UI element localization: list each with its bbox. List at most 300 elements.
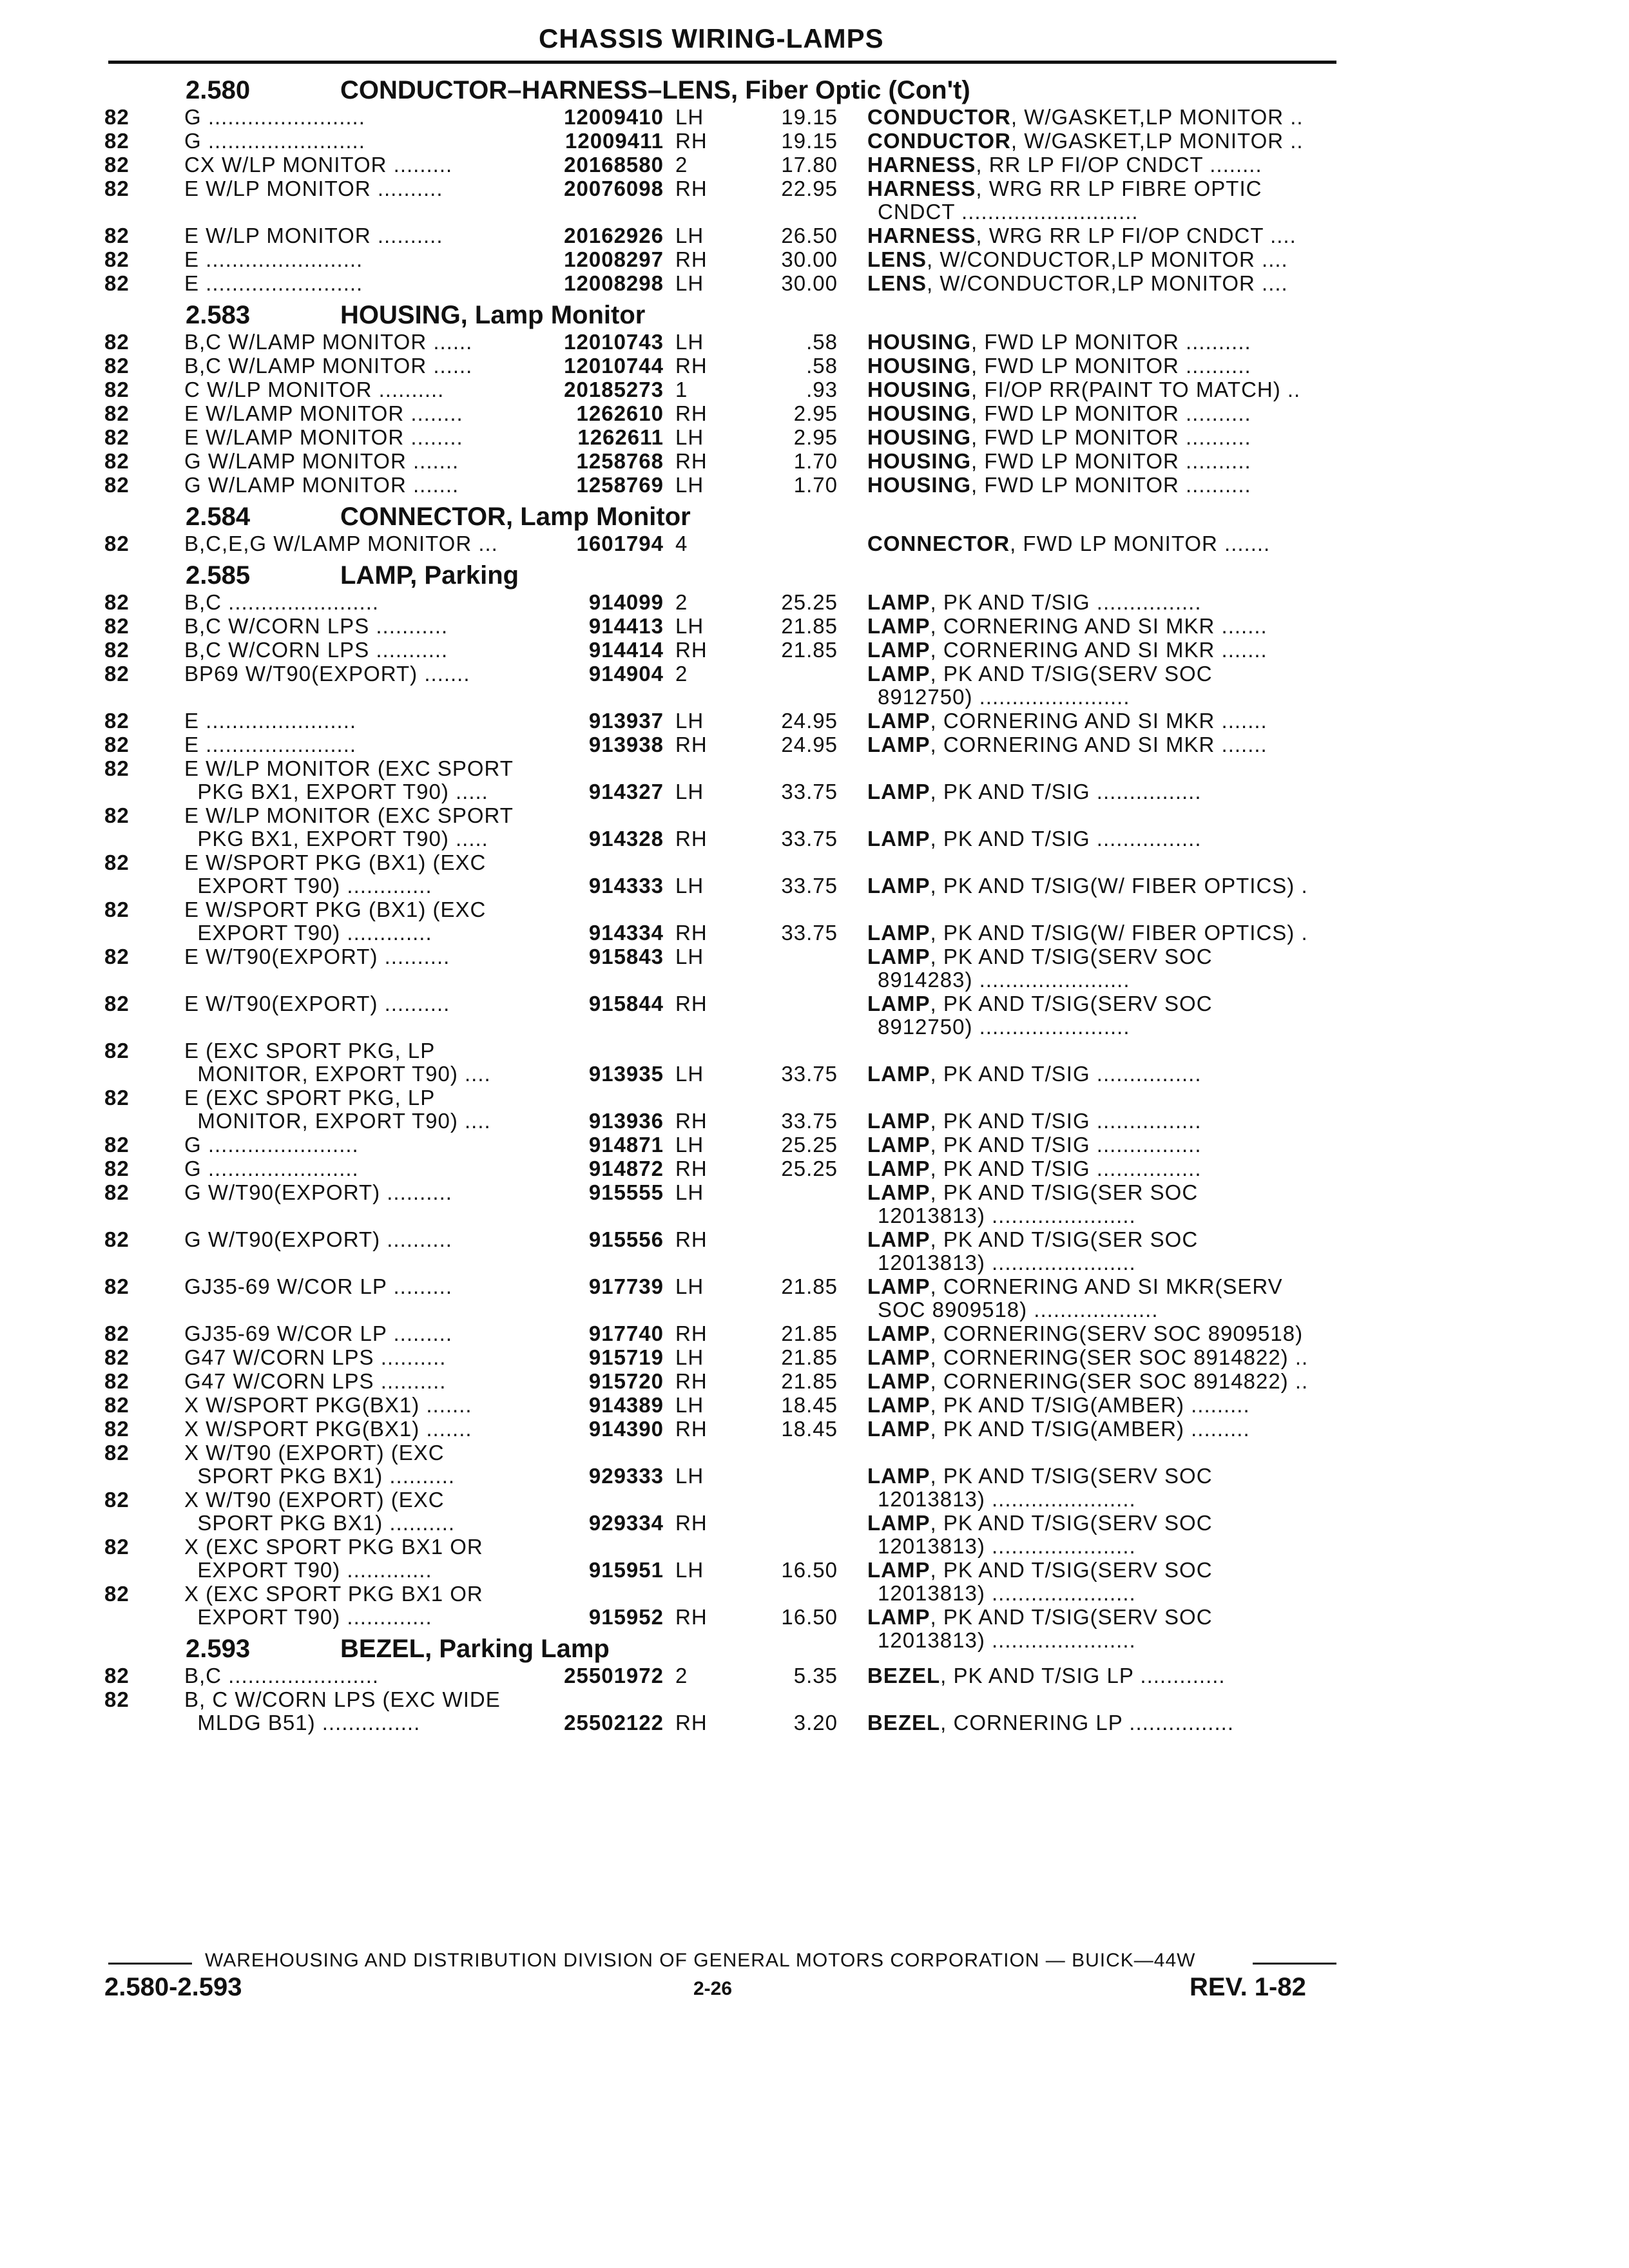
footer-revision: REV. 1-82 — [1190, 1973, 1306, 2001]
parts-row — [0, 945, 1629, 992]
part-name-keyword: BEZEL — [867, 1664, 941, 1687]
part-name-keyword: LAMP — [867, 1274, 930, 1298]
application-description: PKG BX1, EXPORT T90) ..... — [184, 827, 488, 850]
model-year: 82 — [104, 945, 130, 968]
quantity: RH — [675, 921, 708, 945]
part-name-continuation: 12013813) ...................... — [878, 1204, 1136, 1227]
part-name-detail: , PK AND T/SIG(SERV SOC — [930, 1605, 1213, 1629]
quantity: RH — [675, 129, 708, 153]
footer-division-text: WAREHOUSING AND DISTRIBUTION DIVISION OF GENERAL MOTORS CORPORATION — BUICK—44W — [205, 1950, 1196, 1971]
part-name — [867, 1110, 1338, 1133]
quantity: RH — [675, 1511, 708, 1535]
parts-row — [0, 1157, 1629, 1181]
part-name-keyword: LENS — [867, 247, 927, 271]
part-name-detail: , PK AND T/SIG LP ............. — [940, 1664, 1226, 1687]
parts-row — [0, 1394, 1629, 1418]
parts-row — [0, 106, 1629, 130]
application-description: B,C W/LAMP MONITOR ...... — [184, 330, 473, 354]
parts-row — [0, 898, 1629, 945]
application-description: X W/SPORT PKG(BX1) ....... — [184, 1417, 472, 1441]
section-number: 2.580 — [186, 76, 251, 104]
quantity: LH — [675, 1274, 704, 1298]
section-number: 2.593 — [186, 1635, 251, 1663]
section-title: CONDUCTOR–HARNESS–LENS, Fiber Optic (Con't) — [340, 76, 970, 104]
parts-row — [0, 1664, 1629, 1688]
part-name-detail: , PK AND T/SIG(SERV SOC — [930, 1464, 1213, 1488]
model-year: 82 — [104, 638, 130, 662]
application-description: X W/T90 (EXPORT) (EXC — [184, 1488, 445, 1512]
part-name-keyword: LAMP — [867, 992, 930, 1015]
application-description: B,C W/CORN LPS ........... — [184, 638, 448, 662]
part-name — [867, 272, 1338, 295]
part-name-continuation: 12013813) ...................... — [878, 1487, 1136, 1511]
model-year: 82 — [104, 247, 130, 271]
part-number: 1258769 — [576, 473, 664, 497]
application-description: EXPORT T90) ............. — [184, 921, 432, 945]
application-description: G47 W/CORN LPS .......... — [184, 1369, 447, 1393]
part-name — [867, 1512, 1338, 1535]
part-number: 914099 — [588, 590, 664, 614]
model-year: 82 — [104, 1086, 130, 1110]
list-price: .93 — [806, 378, 838, 401]
page-title: CHASSIS WIRING-LAMPS — [539, 23, 884, 53]
part-number: 12008297 — [564, 247, 664, 271]
parts-row — [0, 248, 1629, 272]
quantity: LH — [675, 709, 704, 733]
quantity: LH — [675, 271, 704, 295]
parts-row — [0, 851, 1629, 898]
parts-row — [0, 662, 1629, 709]
parts-row — [0, 733, 1629, 757]
quantity: RH — [675, 1369, 708, 1393]
list-price: 26.50 — [781, 224, 838, 247]
application-description: G ........................ — [184, 105, 365, 129]
part-name-keyword: LAMP — [867, 1464, 930, 1488]
section-title: CONNECTOR, Lamp Monitor — [340, 503, 691, 531]
part-name — [867, 130, 1338, 153]
part-number: 915843 — [588, 945, 664, 968]
list-price: 18.45 — [781, 1393, 838, 1417]
parts-row — [0, 474, 1629, 497]
application-description: E (EXC SPORT PKG, LP — [184, 1039, 436, 1062]
application-description: B,C W/LAMP MONITOR ...... — [184, 354, 473, 378]
quantity: RH — [675, 354, 708, 378]
model-year: 82 — [104, 709, 130, 733]
part-name-continuation: 12013813) ...................... — [878, 1628, 1136, 1652]
application-description: E W/SPORT PKG (BX1) (EXC — [184, 898, 487, 921]
application-description: MONITOR, EXPORT T90) .... — [184, 1062, 491, 1086]
model-year: 82 — [104, 1274, 130, 1298]
list-price: 1.70 — [793, 473, 838, 497]
parts-row — [0, 1275, 1629, 1322]
part-name-keyword: LENS — [867, 271, 927, 295]
section-number: 2.583 — [186, 301, 251, 329]
list-price: 33.75 — [781, 921, 838, 945]
quantity: LH — [675, 1133, 704, 1157]
model-year: 82 — [104, 1157, 130, 1180]
part-name-continuation: SOC 8909518) ................... — [878, 1298, 1159, 1321]
quantity: 4 — [675, 532, 688, 555]
part-name-detail: , FI/OP RR(PAINT TO MATCH) .. — [971, 378, 1301, 401]
part-name — [867, 248, 1338, 271]
list-price: 16.50 — [781, 1558, 838, 1582]
parts-row — [0, 1346, 1629, 1370]
model-year: 82 — [104, 354, 130, 378]
part-number: 914327 — [588, 780, 664, 803]
part-number: 914414 — [588, 638, 664, 662]
model-year: 82 — [104, 590, 130, 614]
part-name — [867, 992, 1338, 1015]
list-price: 3.20 — [793, 1711, 838, 1735]
part-name-keyword: LAMP — [867, 614, 930, 638]
part-name-keyword: LAMP — [867, 1345, 930, 1369]
part-name-detail: , PK AND T/SIG(SERV SOC — [930, 662, 1213, 686]
model-year: 82 — [104, 449, 130, 473]
part-name-detail: , PK AND T/SIG ................ — [930, 590, 1202, 614]
application-description: E W/LP MONITOR (EXC SPORT — [184, 803, 514, 827]
quantity: 2 — [675, 1664, 688, 1687]
application-description: SPORT PKG BX1) .......... — [184, 1464, 456, 1488]
application-description: X W/SPORT PKG(BX1) ....... — [184, 1393, 472, 1417]
parts-row — [0, 1688, 1629, 1735]
application-description: GJ35-69 W/COR LP ......... — [184, 1321, 453, 1345]
application-description: E W/LAMP MONITOR ........ — [184, 425, 463, 449]
quantity: RH — [675, 177, 708, 200]
parts-row — [0, 1133, 1629, 1157]
model-year: 82 — [104, 105, 130, 129]
model-year: 82 — [104, 850, 130, 874]
application-description: GJ35-69 W/COR LP ......... — [184, 1274, 453, 1298]
part-name — [867, 945, 1338, 968]
model-year: 82 — [104, 129, 130, 153]
header-rule — [108, 61, 1336, 64]
model-year: 82 — [104, 330, 130, 354]
part-name-detail: , CORNERING(SERV SOC 8909518) — [930, 1321, 1304, 1345]
model-year: 82 — [104, 803, 130, 827]
model-year: 82 — [104, 733, 130, 756]
part-name — [867, 709, 1338, 733]
application-description: B,C ....................... — [184, 1664, 380, 1687]
part-number: 929333 — [588, 1464, 664, 1488]
part-name-detail: , PK AND T/SIG(SER SOC — [930, 1180, 1199, 1204]
parts-row — [0, 709, 1629, 733]
part-name-keyword: HARNESS — [867, 224, 976, 247]
parts-row — [0, 1086, 1629, 1133]
part-number: 1258768 — [576, 449, 664, 473]
part-name — [867, 874, 1338, 898]
quantity: 2 — [675, 590, 688, 614]
part-name-detail: , CORNERING AND SI MKR ....... — [930, 709, 1268, 733]
part-name-keyword: LAMP — [867, 1558, 930, 1582]
model-year: 82 — [104, 401, 130, 425]
application-description: G ....................... — [184, 1133, 359, 1157]
application-description: G47 W/CORN LPS .......... — [184, 1345, 447, 1369]
part-number: 913937 — [588, 709, 664, 733]
part-name-continuation: 12013813) ...................... — [878, 1534, 1136, 1558]
list-price: 2.95 — [793, 425, 838, 449]
part-name — [867, 780, 1338, 803]
model-year: 82 — [104, 614, 130, 638]
application-description: E ........................ — [184, 271, 363, 295]
part-name-detail: , WRG RR LP FIBRE OPTIC — [976, 177, 1262, 200]
part-name-keyword: HARNESS — [867, 177, 976, 200]
part-name — [867, 1664, 1338, 1687]
part-name-detail: , CORNERING AND SI MKR(SERV — [930, 1274, 1283, 1298]
part-name-keyword: HOUSING — [867, 378, 972, 401]
footer-rule-left — [108, 1963, 192, 1965]
application-description: SPORT PKG BX1) .......... — [184, 1511, 456, 1535]
model-year: 82 — [104, 662, 130, 686]
part-name-detail: , CORNERING(SER SOC 8914822) .. — [930, 1369, 1309, 1393]
part-name — [867, 1181, 1338, 1204]
model-year: 82 — [104, 898, 130, 921]
list-price: 19.15 — [781, 105, 838, 129]
part-number: 915719 — [588, 1345, 664, 1369]
quantity: LH — [675, 1393, 704, 1417]
parts-row — [0, 331, 1629, 354]
part-name-keyword: LAMP — [867, 1321, 930, 1345]
part-name-keyword: CONNECTOR — [867, 532, 1010, 555]
parts-row — [0, 1535, 1629, 1605]
parts-row — [0, 378, 1629, 402]
part-name — [867, 450, 1338, 473]
part-name-keyword: LAMP — [867, 827, 930, 850]
model-year: 82 — [104, 1180, 130, 1204]
quantity: LH — [675, 780, 704, 803]
part-name-keyword: HOUSING — [867, 425, 972, 449]
model-year: 82 — [104, 1488, 130, 1512]
model-year: 82 — [104, 1133, 130, 1157]
part-number: 12010743 — [564, 330, 664, 354]
application-description: MLDG B51) ............... — [184, 1711, 421, 1735]
part-name-continuation: 12013813) ...................... — [878, 1581, 1136, 1605]
part-name — [867, 1711, 1338, 1735]
model-year: 82 — [104, 177, 130, 200]
part-name — [867, 402, 1338, 425]
quantity: LH — [675, 105, 704, 129]
part-number: 914328 — [588, 827, 664, 850]
part-name-detail: , PK AND T/SIG ................ — [930, 1133, 1202, 1157]
part-number: 12008298 — [564, 271, 664, 295]
parts-row — [0, 532, 1629, 556]
part-name-detail: , PK AND T/SIG(AMBER) ......... — [930, 1417, 1250, 1441]
model-year: 82 — [104, 1039, 130, 1062]
quantity: LH — [675, 1180, 704, 1204]
part-name — [867, 1394, 1338, 1417]
part-name-detail: , FWD LP MONITOR .......... — [971, 425, 1251, 449]
application-description: X (EXC SPORT PKG BX1 OR — [184, 1582, 483, 1606]
application-description: G ........................ — [184, 129, 365, 153]
parts-row — [0, 804, 1629, 851]
application-description: B,C W/CORN LPS ........... — [184, 614, 448, 638]
part-name — [867, 153, 1338, 177]
part-name-keyword: LAMP — [867, 1227, 930, 1251]
application-description: E ....................... — [184, 709, 357, 733]
parts-row — [0, 757, 1629, 804]
part-name — [867, 591, 1338, 614]
part-name-detail: , PK AND T/SIG ................ — [930, 780, 1202, 803]
part-number: 913935 — [588, 1062, 664, 1086]
part-name-keyword: LAMP — [867, 709, 930, 733]
quantity: RH — [675, 827, 708, 850]
list-price: 33.75 — [781, 827, 838, 850]
part-name-keyword: LAMP — [867, 1605, 930, 1629]
part-number: 914390 — [588, 1417, 664, 1441]
quantity: LH — [675, 1464, 704, 1488]
part-name — [867, 1418, 1338, 1441]
list-price: 1.70 — [793, 449, 838, 473]
part-number: 12010744 — [564, 354, 664, 378]
part-name-detail: , PK AND T/SIG ................ — [930, 1157, 1202, 1180]
part-name-keyword: LAMP — [867, 1393, 930, 1417]
part-name-keyword: CONDUCTOR — [867, 105, 1011, 129]
application-description: G W/T90(EXPORT) .......... — [184, 1180, 452, 1204]
part-number: 12009411 — [564, 129, 664, 153]
application-description: PKG BX1, EXPORT T90) ..... — [184, 780, 488, 803]
list-price: .58 — [806, 330, 838, 354]
section-header — [0, 296, 1629, 331]
part-number: 914413 — [588, 614, 664, 638]
quantity: RH — [675, 1711, 708, 1735]
part-name — [867, 1606, 1338, 1629]
quantity: LH — [675, 473, 704, 497]
part-name-keyword: HOUSING — [867, 449, 972, 473]
list-price: 21.85 — [781, 1345, 838, 1369]
part-number: 20168580 — [564, 153, 664, 177]
quantity: 1 — [675, 378, 688, 401]
part-name-detail: , W/CONDUCTOR,LP MONITOR .... — [927, 247, 1288, 271]
parts-row — [0, 1441, 1629, 1511]
part-number: 1262611 — [577, 425, 664, 449]
part-number: 915555 — [588, 1180, 664, 1204]
application-description: X (EXC SPORT PKG BX1 OR — [184, 1535, 483, 1559]
model-year: 82 — [104, 153, 130, 177]
part-name-keyword: LAMP — [867, 945, 930, 968]
part-number: 25501972 — [564, 1664, 664, 1687]
model-year: 82 — [104, 992, 130, 1015]
list-price: 25.25 — [781, 1157, 838, 1180]
application-description: BP69 W/T90(EXPORT) ....... — [184, 662, 470, 686]
parts-row — [0, 426, 1629, 450]
application-description: G W/LAMP MONITOR ....... — [184, 449, 459, 473]
part-name-detail: , WRG RR LP FI/OP CNDCT .... — [976, 224, 1296, 247]
part-name-keyword: LAMP — [867, 662, 930, 686]
part-number: 914333 — [588, 874, 664, 898]
part-number: 913936 — [588, 1109, 664, 1133]
list-price: 21.85 — [781, 1274, 838, 1298]
part-name-keyword: HOUSING — [867, 330, 972, 354]
section-header — [0, 71, 1629, 106]
section-header — [0, 556, 1629, 591]
section-title: LAMP, Parking — [340, 561, 519, 590]
part-number: 915556 — [588, 1227, 664, 1251]
quantity: LH — [675, 1558, 704, 1582]
part-name-keyword: LAMP — [867, 1062, 930, 1086]
part-name-keyword: LAMP — [867, 1180, 930, 1204]
application-description: CX W/LP MONITOR ......... — [184, 153, 453, 177]
part-name-keyword: CONDUCTOR — [867, 129, 1011, 153]
list-price: 2.95 — [793, 401, 838, 425]
footer-page-number: 2-26 — [693, 1978, 733, 1999]
parts-row — [0, 1039, 1629, 1086]
application-description: E W/T90(EXPORT) .......... — [184, 992, 450, 1015]
list-price: 21.85 — [781, 638, 838, 662]
part-name-continuation: 8914283) ....................... — [878, 968, 1130, 992]
part-name — [867, 1346, 1338, 1369]
application-description: EXPORT T90) ............. — [184, 1558, 432, 1582]
list-price: 21.85 — [781, 614, 838, 638]
quantity: RH — [675, 449, 708, 473]
part-name-detail: , W/GASKET,LP MONITOR .. — [1010, 105, 1304, 129]
part-name — [867, 733, 1338, 756]
part-name — [867, 1133, 1338, 1157]
part-name — [867, 532, 1338, 555]
part-name-keyword: LAMP — [867, 590, 930, 614]
model-year: 82 — [104, 1582, 130, 1606]
part-name-detail: , PK AND T/SIG(W/ FIBER OPTICS) . — [930, 921, 1308, 945]
parts-row — [0, 1370, 1629, 1394]
application-description: EXPORT T90) ............. — [184, 874, 432, 898]
parts-row — [0, 177, 1629, 224]
list-price: 30.00 — [781, 271, 838, 295]
part-name-detail: , FWD LP MONITOR .......... — [971, 354, 1251, 378]
part-name — [867, 1322, 1338, 1345]
quantity: LH — [675, 874, 704, 898]
part-number: 915720 — [588, 1369, 664, 1393]
model-year: 82 — [104, 1417, 130, 1441]
application-description: E W/LP MONITOR .......... — [184, 224, 443, 247]
parts-row — [0, 153, 1629, 177]
list-price: 33.75 — [781, 874, 838, 898]
parts-row — [0, 272, 1629, 296]
part-name-keyword: LAMP — [867, 921, 930, 945]
part-name-detail: , W/GASKET,LP MONITOR .. — [1010, 129, 1304, 153]
part-name-detail: , PK AND T/SIG ................ — [930, 1109, 1202, 1133]
model-year: 82 — [104, 1535, 130, 1559]
part-name-continuation: 8912750) ....................... — [878, 1015, 1130, 1039]
part-name — [867, 378, 1338, 401]
model-year: 82 — [104, 1664, 130, 1687]
part-number: 915844 — [588, 992, 664, 1015]
application-description: E W/T90(EXPORT) .......... — [184, 945, 450, 968]
list-price: 33.75 — [781, 1062, 838, 1086]
part-name — [867, 177, 1338, 200]
part-name-detail: , CORNERING(SER SOC 8914822) .. — [930, 1345, 1309, 1369]
parts-row — [0, 1181, 1629, 1228]
section-title: BEZEL, Parking Lamp — [340, 1635, 610, 1663]
application-description: B,C,E,G W/LAMP MONITOR ... — [184, 532, 498, 555]
part-name-detail: , PK AND T/SIG(SERV SOC — [930, 1558, 1213, 1582]
section-header — [0, 497, 1629, 532]
parts-row — [0, 992, 1629, 1039]
part-name-keyword: HARNESS — [867, 153, 976, 177]
list-price: 19.15 — [781, 129, 838, 153]
application-description: C W/LP MONITOR .......... — [184, 378, 445, 401]
part-number: 12009410 — [564, 105, 664, 129]
parts-row — [0, 615, 1629, 639]
part-number: 914334 — [588, 921, 664, 945]
part-name-keyword: LAMP — [867, 874, 930, 898]
part-name-keyword: HOUSING — [867, 401, 972, 425]
part-number: 20185273 — [564, 378, 664, 401]
quantity: RH — [675, 1227, 708, 1251]
part-name-detail: , PK AND T/SIG(AMBER) ......... — [930, 1393, 1250, 1417]
application-description: E W/LAMP MONITOR ........ — [184, 401, 463, 425]
quantity: RH — [675, 992, 708, 1015]
part-name-keyword: LAMP — [867, 1417, 930, 1441]
part-name-detail: , FWD LP MONITOR .......... — [971, 449, 1251, 473]
list-price: 30.00 — [781, 247, 838, 271]
